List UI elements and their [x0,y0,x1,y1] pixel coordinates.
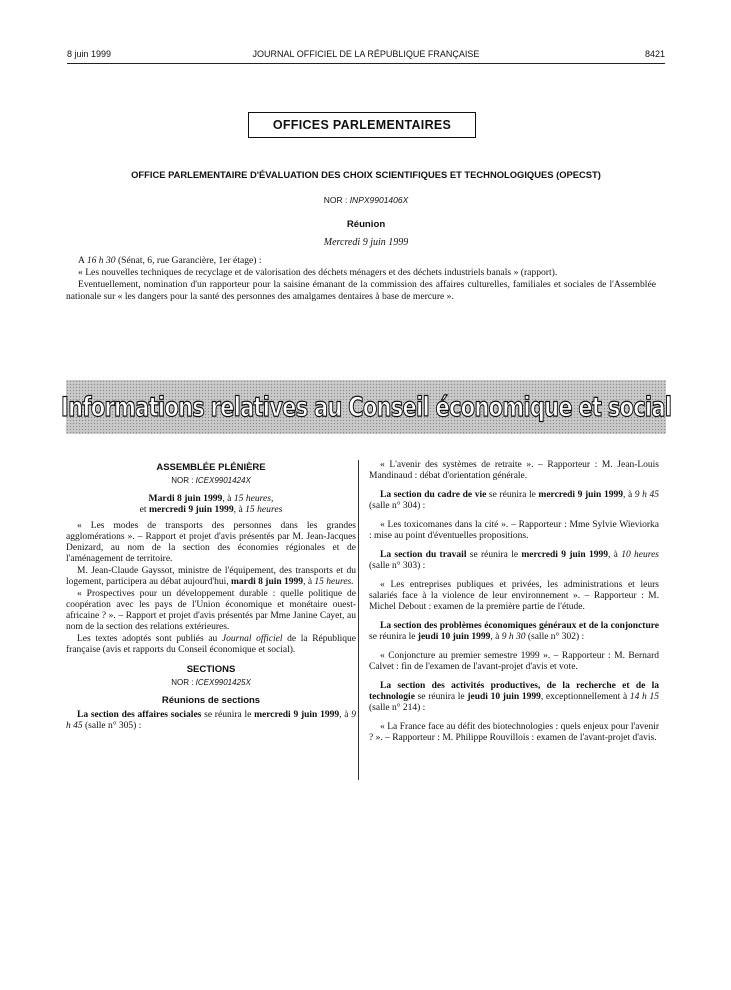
retraite-paragraph: « L'avenir des systèmes de retraite ». – Rapporteur : M. Jean-Louis Mandinaud : débat d'orientation générale. [369,460,659,481]
assemblee-paragraph-3: « Prospectives pour un développement durable : quelle politique de coopération avec les pays de l'Union économique et monétaire ouest-africaine ? ». – Rapport et projet d'avis présentés par Mme Janine Cayet, au nom de la section des relations extérieures. [66,589,356,632]
column-divider [358,460,359,780]
problemes-economiques-paragraph: La section des problèmes économiques généraux et de la conjoncture se réunira le jeudi 10 juin 1999, à 9 h 30 (salle n° 302) : [369,621,659,642]
travail-paragraph: La section du travail se réunira le mercredi 9 juin 1999, à 10 heures (salle n° 303) : [369,550,660,571]
assemblee-paragraph-1: « Les modes de transports des personnes dans les grandes agglomérations ». – Rapport et projet d'avis présentés par M. Jean-Jacques Denizard, au nom de la section des économies régionales et de l'aménagement de territoire. [66,521,356,564]
page-header [67,49,665,63]
entreprises-paragraph: « Les entreprises publiques et privées, les administrations et leurs salariés face à la violence de leur environnement ». – Rapporteur : M. Michel Debout : examen de la première partie de l'étude. [369,580,659,612]
cadre-de-vie-paragraph: La section du cadre de vie se réunira le mercredi 9 juin 1999, à 9 h 45 (salle n° 304) : [369,490,660,511]
assemblee-nor: NOR : ICEX9901424X [171,476,251,485]
header-date: 8 juin 1999 [67,49,112,59]
activites-productives-paragraph: La section des activités productives, de la recherche et de la technologie se réunira le jeudi 10 juin 1999, exceptionnellement à 14 h 15 (salle n° 214) : [369,681,659,713]
reunion-heading: Réunion [346,219,386,230]
assemblee-paragraph-2: M. Jean-Claude Gayssot, ministre de l'équipement, des transports et du logement, participera au débat aujourd'hui, mardi 8 juin 1999, à 15 heures. [66,566,356,587]
nor-code: INPX9901406X [349,195,409,205]
reunions-sections-title: Réunions de sections [161,695,261,706]
opecst-title: OFFICE PARLEMENTAIRE D'ÉVALUATION DES CHOIX SCIENTIFIQUES ET TECHNOLOGIQUES (OPECST) [131,169,601,180]
opecst-paragraph-3: Eventuellement, nomination d'un rapporteur pour la saisine émanant de la commission des affaires culturelles, familiales et sociales de l'Assemblée nationale sur « les dangers pour la santé des personnes des amalgames dentaires à base de mercure ». [66,279,656,302]
sections-title: SECTIONS [186,664,236,675]
section-box-title: OFFICES PARLEMENTAIRES [248,112,476,138]
conjoncture-paragraph: « Conjoncture au premier semestre 1999 ». – Rapporteur : M. Bernard Calvet : fin de l'examen de l'avant-projet d'avis et vote. [369,651,659,672]
ces-banner-text: Informations relatives au Conseil économique et social [60,391,672,423]
opecst-nor [60,195,672,205]
sections-nor: NOR : ICEX9901425X [171,678,251,687]
opecst-paragraph-1: A 16 h 30 (Sénat, 6, rue Garancière, 1er étage) : [78,255,262,266]
assemblee-dates: Mardi 8 juin 1999, à 15 heures, et mercredi 9 juin 1999, à 15 heures [139,493,283,515]
reunion-date: Mercredi 9 juin 1999 [323,237,409,248]
ces-banner [60,380,672,434]
toxicomanes-paragraph: « Les toxicomanes dans la cité ». – Rapporteur : Mme Sylvie Wieviorka : mise au point d'éventuelles propositions. [369,520,659,541]
left-column [66,460,356,733]
assemblee-title: ASSEMBLÉE PLÉNIÈRE [156,462,266,473]
affaires-sociales-paragraph: La section des affaires sociales se réunira le mercredi 9 juin 1999, à 9 h 45 (salle n° 305) : [66,710,357,731]
biotechnologies-paragraph: « La France face au défit des biotechnologies : quels enjeux pour l'avenir ? ». – Rapporteur : M. Philippe Rouvillois : examen de l'avant-projet d'avis. [369,722,659,743]
header-journal-title: JOURNAL OFFICIEL DE LA RÉPUBLIQUE FRANÇAISE [252,49,480,59]
assemblee-paragraph-4: Les textes adoptés sont publiés au Journal officiel de la République française (avis et rapports du Conseil économique et social). [66,634,357,655]
opecst-paragraph-2: « Les nouvelles techniques de recyclage et de valorisation des déchets ménagers et des déchets industriels banals » (rapport). [78,267,558,278]
header-page-number: 8421 [644,49,665,59]
right-column [369,460,659,745]
header-rule [67,63,665,64]
nor-label: NOR : [323,195,348,205]
